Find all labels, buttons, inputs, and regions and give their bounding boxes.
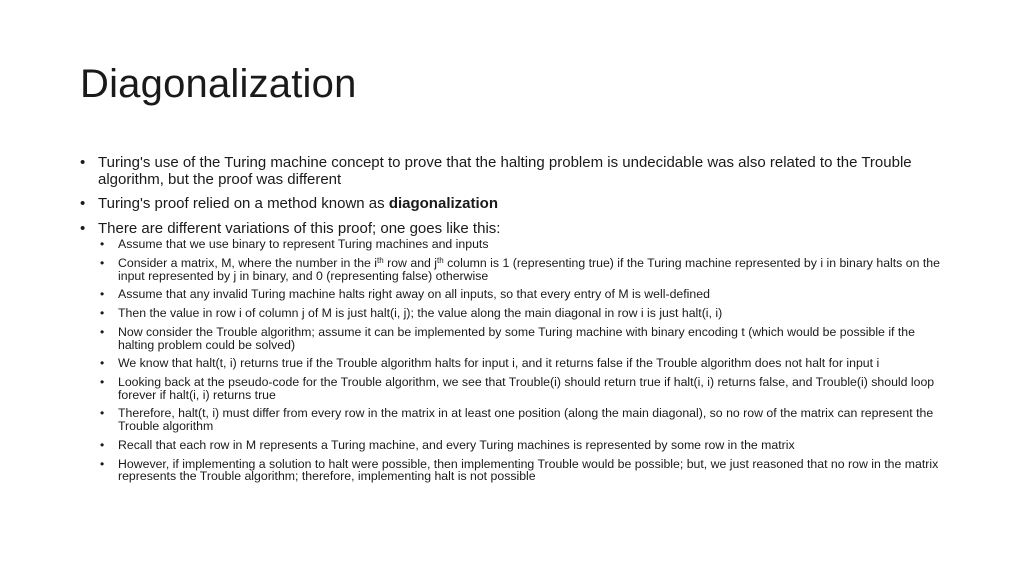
slide-body <box>80 155 948 491</box>
sub-bullet-list <box>98 238 948 483</box>
superscript: th <box>377 256 384 266</box>
sub-bullet-text: Recall that each row in M represents a Turing machine, and every Turing machines is represented by some row in the matrix <box>118 437 795 452</box>
sub-bullet-text: Consider a matrix, M, where the number in the i <box>118 256 378 271</box>
bullet-text: There are different variations of this proof; one goes like this: <box>98 219 501 237</box>
sub-bullet-item <box>98 257 948 282</box>
sub-bullet-text: Now consider the Trouble algorithm; assume it can be implemented by some Turing machine with binary encoding t (which would be possible if the halting problem could be solved) <box>118 324 915 352</box>
bullet-list <box>80 155 948 483</box>
bullet-item <box>80 221 948 483</box>
sub-bullet-item <box>98 407 948 432</box>
sub-bullet-text: We know that halt(t, i) returns true if the Trouble algorithm halts for input i, and it returns false if the Trouble algorithm does not halt for input i <box>118 356 880 371</box>
sub-bullet-text: row and j <box>383 256 438 271</box>
sub-bullet-text: Therefore, halt(t, i) must differ from every row in the matrix in at least one position (along the main diagonal), so no row of the matrix can represent the Trouble algorithm <box>118 406 934 434</box>
sub-bullet-text: Looking back at the pseudo-code for the Trouble algorithm, we see that Trouble(i) should return true if halt(i, i) returns false, and Trouble(i) should loop forever if halt(i, i) returns true <box>118 375 935 402</box>
sub-bullet-item <box>98 376 948 401</box>
sub-bullet-text: Assume that any invalid Turing machine halts right away on all inputs, so that every entry of M is well-defined <box>118 287 710 302</box>
sub-bullet-text: However, if implementing a solution to halt were possible, then implementing Trouble would be possible; but, we just reasoned that no row in the matrix represents the Trouble algorithm; therefore, implementing halt is not possible <box>118 456 939 484</box>
sub-bullet-item <box>98 458 948 483</box>
sub-bullet-item <box>98 439 948 452</box>
sub-bullet-item <box>98 238 948 251</box>
sub-bullet-item <box>98 307 948 320</box>
bullet-text: Turing's use of the Turing machine concept to prove that the halting problem is undecidable was also related to the Trouble algorithm, but the proof was different <box>98 154 912 188</box>
sub-bullet-text: Then the value in row i of column j of M is just halt(i, j); the value along the main diagonal in row i is just halt(i, i) <box>118 306 723 321</box>
sub-bullet-item <box>98 326 948 351</box>
bullet-item <box>80 196 948 213</box>
bullet-text: Turing's proof relied on a method known as <box>98 195 389 213</box>
slide-title: Diagonalization <box>80 62 357 106</box>
bullet-item <box>80 155 948 188</box>
sub-bullet-item <box>98 357 948 370</box>
sub-bullet-item <box>98 288 948 301</box>
superscript: th <box>437 256 444 266</box>
sub-bullet-text: column is 1 (representing true) if the Turing machine represented by i in binary halts on the input represented by j in binary, and 0 (representing false) otherwise <box>118 256 940 283</box>
sub-bullet-text: Assume that we use binary to represent Turing machines and inputs <box>118 237 489 252</box>
bullet-bold-term: diagonalization <box>388 195 498 213</box>
